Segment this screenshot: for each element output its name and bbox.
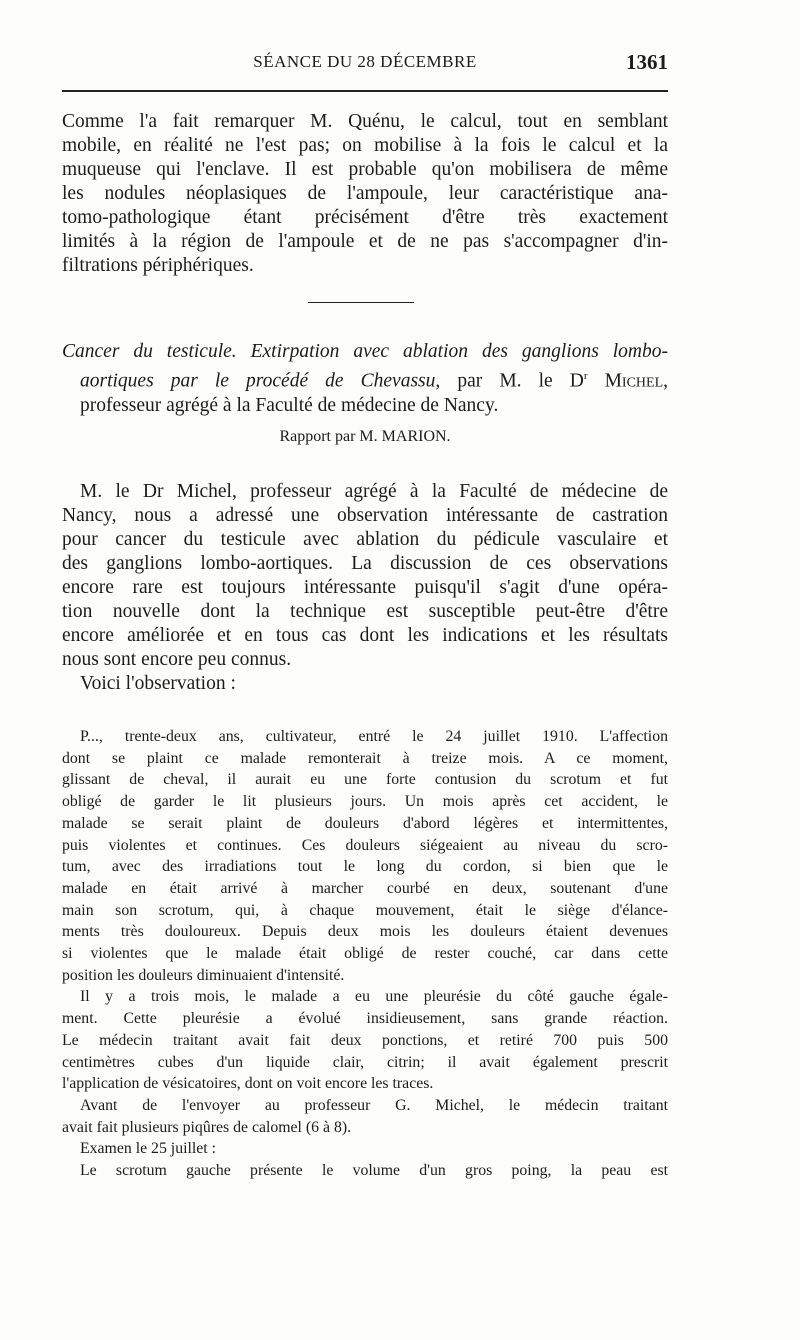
observation-text (62, 726, 668, 1182)
article-title (62, 340, 668, 418)
text-line: nous sont encore peu connus. (62, 649, 292, 670)
text-line: glissant de cheval, il aurait eu une forte contusion du scrotum et fut (62, 771, 668, 789)
text-line: Il y a trois mois, le malade a eu une pleurésie du côté gauche égale- (80, 988, 668, 1006)
text-line: puis violentes et continues. Ces douleurs siégeaient au niveau du scro- (62, 836, 668, 854)
text-line: M. le Dr Michel, professeur agrégé à la Faculté de médecine de (80, 481, 668, 502)
text-line: Le médecin traitant avait fait deux ponctions, et retiré 700 puis 500 (62, 1031, 668, 1049)
text-line: malade en était arrivé à marcher courbé en deux, soutenant d'une (62, 879, 668, 897)
text-line: encore rare est toujours intéressante puisqu'il s'agit d'une opéra- (62, 577, 668, 598)
text-line: tomo-pathologique étant précisément d'être très exactement (62, 207, 668, 228)
page-header (62, 48, 668, 84)
text-line: obligé de garder le lit plusieurs jours. Un mois après cet accident, le (62, 793, 668, 811)
text-line: Avant de l'envoyer au professeur G. Michel, le médecin traitant (80, 1096, 668, 1114)
body-paragraph (62, 480, 668, 696)
text-line: main son scrotum, qui, à chaque mouvement, était le siège d'élance- (62, 901, 668, 919)
running-title: SÉANCE DU 28 DÉCEMBRE (253, 52, 477, 71)
text-line: mobile, en réalité ne l'est pas; on mobilise à la fois le calcul et la (62, 135, 668, 156)
text-line: encore améliorée et en tous cas dont les indications et les résultats (62, 625, 668, 646)
text-line: Examen le 25 juillet : (80, 1140, 216, 1158)
text-line: Voici l'observation : (80, 673, 236, 694)
text-line: Comme l'a fait remarquer M. Quénu, le calcul, tout en semblant (62, 111, 668, 132)
text-line: limités à la région de l'ampoule et de ne pas s'accompagner d'in- (62, 231, 668, 252)
title-line-3: professeur agrégé à la Faculté de médecine de Nancy. (80, 394, 499, 416)
text-line: dont se plaint ce malade remonterait à treize mois. A ce moment, (62, 749, 668, 767)
header-rule (62, 90, 668, 92)
text-line: P..., trente-deux ans, cultivateur, entré le 24 juillet 1910. L'affection (80, 728, 668, 745)
text-line: pour cancer du testicule avec ablation du pédicule vasculaire et (62, 529, 668, 550)
report-by: Rapport par M. MARION. (279, 428, 451, 445)
text-line: malade se serait plaint de douleurs d'abord légères et intermittentes, (62, 814, 668, 832)
text-line: tion nouvelle dont la technique est susceptible peut-être d'être (62, 601, 668, 622)
text-line: Nancy, nous a adressé une observation intéressante de castration (62, 505, 668, 526)
intro-paragraph (62, 110, 668, 278)
section-separator (308, 302, 414, 303)
text-line: l'application de vésicatoires, dont on voit encore les traces. (62, 1075, 434, 1093)
text-line: les nodules néoplasiques de l'ampoule, leur caractéristique ana- (62, 183, 668, 204)
text-line: muqueuse qui l'enclave. Il est probable qu'on mobilisera de même (62, 159, 668, 180)
text-line: Le scrotum gauche présente le volume d'un gros poing, la peau est (80, 1162, 668, 1180)
title-line-1: Cancer du testicule. Extirpation avec ablation des ganglions lombo- (62, 341, 668, 362)
title-line-2: aortiques par le procédé de Chevassu, par M. le $D^r$ Michel, (80, 370, 668, 392)
page-number: 1361 (626, 50, 668, 74)
text-line: centimètres cubes d'un liquide clair, citrin; il avait également prescrit (62, 1053, 668, 1071)
text-line: ment. Cette pleurésie a évolué insidieusement, sans grande réaction. (62, 1010, 668, 1028)
text-line: si violentes que le malade était obligé de rester couché, car dans cette (62, 945, 668, 963)
text-line: filtrations périphériques. (62, 255, 254, 276)
text-line: des ganglions lombo-aortiques. La discussion de ces observations (62, 553, 668, 574)
text-line: position les douleurs diminuaient d'intensité. (62, 966, 345, 984)
text-line: ments très douloureux. Depuis deux mois les douleurs étaient devenues (62, 923, 668, 941)
text-line: tum, avec des irradiations tout le long du cordon, si bien que le (62, 858, 668, 876)
text-line: avait fait plusieurs piqûres de calomel (6 à 8). (62, 1118, 352, 1136)
